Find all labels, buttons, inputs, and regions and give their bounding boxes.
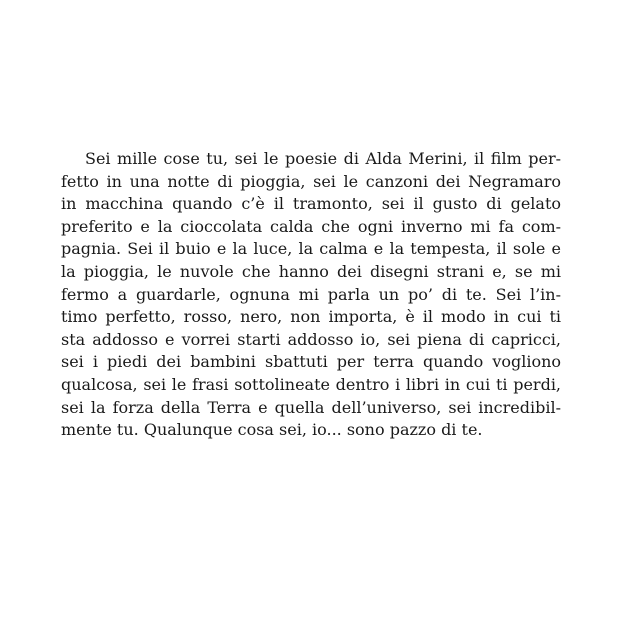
text-line: preferito e la cioccolata calda che ogni inverno mi fa com- — [61, 216, 562, 236]
text-line: la pioggia, le nuvole che hanno dei disegni strani e, se mi — [61, 261, 561, 281]
text-line: in macchina quando c’è il tramonto, sei il gusto di gelato — [61, 194, 562, 214]
text-line: sei la forza della Terra e quella dell’universo, sei incredibil- — [61, 397, 561, 417]
poem-paragraph — [61, 148, 561, 442]
text-line: timo perfetto, rosso, nero, non importa, è il modo in cui ti — [61, 307, 562, 327]
text-line: fermo a guardarle, ognuna mi parla un po’ di te. Sei l’in- — [61, 284, 561, 304]
text-line: pagnia. Sei il buio e la luce, la calma e la tempesta, il sole e — [61, 239, 561, 259]
text-line: fetto in una notte di pioggia, sei le canzoni dei Negramaro — [61, 171, 562, 191]
text-line: sei i piedi dei bambini sbattuti per terra quando vogliono — [61, 352, 562, 372]
text-line: mente tu. Qualunque cosa sei, io... sono pazzo di te. — [61, 420, 483, 440]
text-line: Sei mille cose tu, sei le poesie di Alda Merini, il film per- — [85, 149, 562, 168]
text-line: sta addosso e vorrei starti addosso io, sei piena di capricci, — [61, 329, 561, 349]
text-line: qualcosa, sei le frasi sottolineate dentro i libri in cui ti perdi, — [61, 374, 562, 394]
